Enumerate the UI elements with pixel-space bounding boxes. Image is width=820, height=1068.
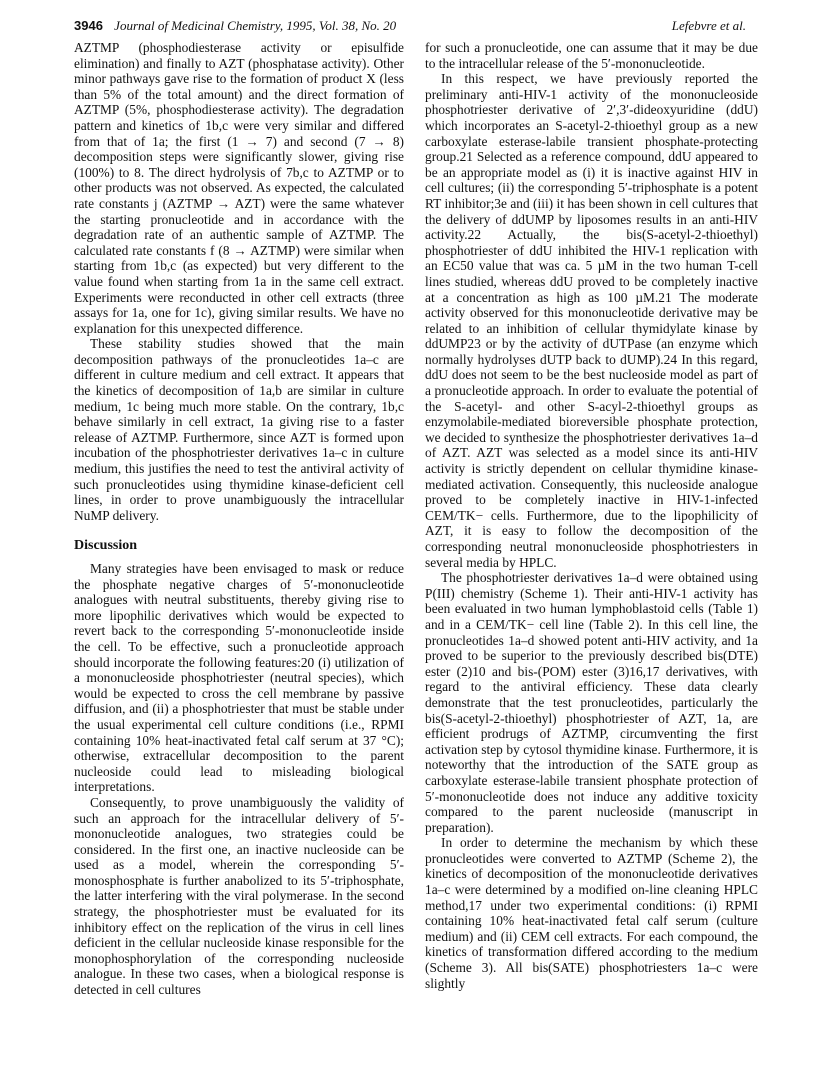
page-number: 3946 [74, 18, 103, 33]
running-header [74, 16, 746, 36]
paragraph: AZTMP (phosphodiesterase activity or episulfide elimination) and finally to AZT (phosphatase activity). Other minor pathways gave rise to the formation of product X (less than 5% of the total amount) and the direct formation of AZTMP (5%, phosphodiesterase activity). The degradation pattern and kinetics of 1b,c were very similar and differed from that of 1a; the first (1 → 7) and second (7 → 8) decomposition steps were significantly slower, giving rise (100%) to 8. The direct hydrolysis of 7b,c to AZTMP or to other products was not observed. As expected, the calculated rate constants j (AZTMP → AZT) were the same whatever the starting pronucleotide and in accordance with the degradation rate of an authentic sample of AZTMP. The calculated rate constants f (8 → AZTMP) were similar when starting from 1b,c (as expected) but very different to the value found when starting from 1a in the same cell extract. Experiments were reconducted in other cell extracts (three assays for 1a, one for 1c), giving similar results. We have no explanation for this unexpected difference. [74, 40, 404, 336]
paragraph: In order to determine the mechanism by which these pronucleotides were converted to AZTMP (Scheme 2), the kinetics of decomposition of the mononucleotide derivatives 1a–c were determined by a modified on-line cleaning HPLC method,17 under two experimental conditions: (i) RPMI containing 10% heat-inactivated fetal calf serum (culture medium) and (ii) CEM cell extracts. For each compound, the kinetics of transformation differed according to the medium (Scheme 3). All bis(SATE) phosphotriesters 1a–c were slightly [425, 835, 758, 991]
paragraph: Consequently, to prove unambiguously the validity of such an approach for the intracellular delivery of 5′-mononucleotide analogues, two strategies could be considered. In the first one, an inactive nucleoside can be used as a model, wherein the corresponding 5′-monosphosphate is further anabolized to its 5′-triphosphate, the latter interfering with the viral polymerase. In the second strategy, the phosphotriester must be evaluated for its inhibitory effect on the replication of the virus in cell lines deficient in the cellular nucleoside kinase responsible for the monophosphorylation of the corresponding nucleoside analogue. In these two cases, when a biological response is detected in cell cultures [74, 794, 404, 998]
paragraph: for such a pronucleotide, one can assume that it may be due to the intracellular release of the 5′-mononucleotide. [425, 40, 758, 71]
paragraph: Many strategies have been envisaged to mask or reduce the phosphate negative charges of 5′-mononucleotide analogues with neutral substituents, thereby giving rise to more lipophilic derivatives which would be expected to revert back to the corresponding 5′-mononucleotide inside the cell. To be effective, such a pronucleotide approach should incorporate the following features:20 (i) utilization of a mononucleoside phosphotriester (neutral species), which would be expected to cross the cell membrane by passive diffusion, and (ii) a phosphotriester that must be stable under the usual experimental cell culture conditions (i.e., RPMI containing 10% heat-inactivated fetal calf serum at 37 °C); otherwise, extracellular decomposition to the parent nucleoside could lead to misleading biological interpretations. [74, 561, 404, 795]
paragraph: In this respect, we have previously reported the preliminary anti-HIV-1 activity of the mononucleoside phosphotriester derivative of 2′,3′-dideoxyuridine (ddU) which incorporates an S-acetyl-2-thioethyl group as a new carboxylate esterase-labile transient phosphate-protecting group.21 Selected as a reference compound, ddU appeared to be an appropriate model as (i) it is inactive against HIV in cell cultures; (ii) the corresponding 5′-triphosphate is a potent RT inhibitor;3e and (iii) it has been shown in cell cultures that the delivery of ddUMP by liposomes results in an anti-HIV activity.22 Actually, the bis(S-acetyl-2-thioethyl) phosphotriester of ddU inhibited the HIV-1 replication with an EC50 value that was ca. 5 µM in the two human T-cell lines studied, whereas ddU proved to be completely inactive at a concentration as high as 100 µM.21 The moderate activity observed for this mononucleotide derivative may be related to an inhibition of cellular thymidylate kinase by ddUMP23 or by the activity of dUTPase (an enzyme which normally hydrolyses dUTP back to dUMP).24 In this regard, ddU does not seem to be the best nucleoside model as part of a pronucleotide approach. In order to evaluate the potential of the S-acetyl- and other S-acyl-2-thioethyl groups as enzymolabile-mediated bioreversible phosphate protection, we decided to synthesize the phosphotriester derivatives 1a–d of AZT. AZT was selected as a model since its anti-HIV activity is strictly dependent on cellular thymidine kinase-mediated activation. Consequently, this nucleoside analogue proved to be completely inactive in HIV-1-infected CEM/TK− cells. Furthermore, due to the lipophilicity of AZT, it is easy to follow the decomposition of the corresponding neutral mononucleoside phosphotriesters in several media by HPLC. [425, 71, 758, 570]
right-column [425, 40, 758, 991]
journal-citation: Journal of Medicinal Chemistry, 1995, Vol. 38, No. 20 [114, 18, 397, 33]
section-heading: Discussion [74, 538, 138, 554]
left-column [74, 40, 404, 998]
paragraph: The phosphotriester derivatives 1a–d were obtained using P(III) chemistry (Scheme 1). Their anti-HIV-1 activity has been evaluated in two human lymphoblastoid cells (Table 1) and in a CEM/TK− cell line (Table 2). In this cell line, the pronucleotides 1a–d showed potent anti-HIV activity, and 1a proved to be superior to the previously described bis(DTE) ester (2)10 and bis-(POM) ester (3)16,17 derivatives, with regard to the antiviral efficiency. These data clearly demonstrate that the test pronucleotides, particularly the bis(S-acetyl-2-thioethyl) phosphotriester of AZT, 1a, are efficient prodrugs of AZTMP, circumventing the first activation step by cytosol thymidine kinase. Furthermore, it is noteworthy that the introduction of the SATE group as carboxylate esterase-labile transient phosphate protection of 5′-mononucleotide does not induce any additive toxicity compared to the parent nucleoside (manuscript in preparation). [425, 570, 758, 835]
paragraph: These stability studies showed that the main decomposition pathways of the pronucleotides 1a–c are different in culture medium and cell extract. It appears that the kinetics of decomposition of 1a,b are similar in culture medium, 1c being much more stable. On the contrary, 1b,c behave similarly in cell extract, 1a giving rise to a faster release of AZTMP. Furthermore, since AZT is formed upon incubation of the phosphotriester derivatives 1a–c in culture medium, this justifies the need to test the antiviral activity of such pronucleotides using thymidine kinase-deficient cell lines, in order to prove unambiguously the intracellular NuMP delivery. [74, 336, 404, 523]
running-authors: Lefebvre et al. [671, 18, 746, 33]
